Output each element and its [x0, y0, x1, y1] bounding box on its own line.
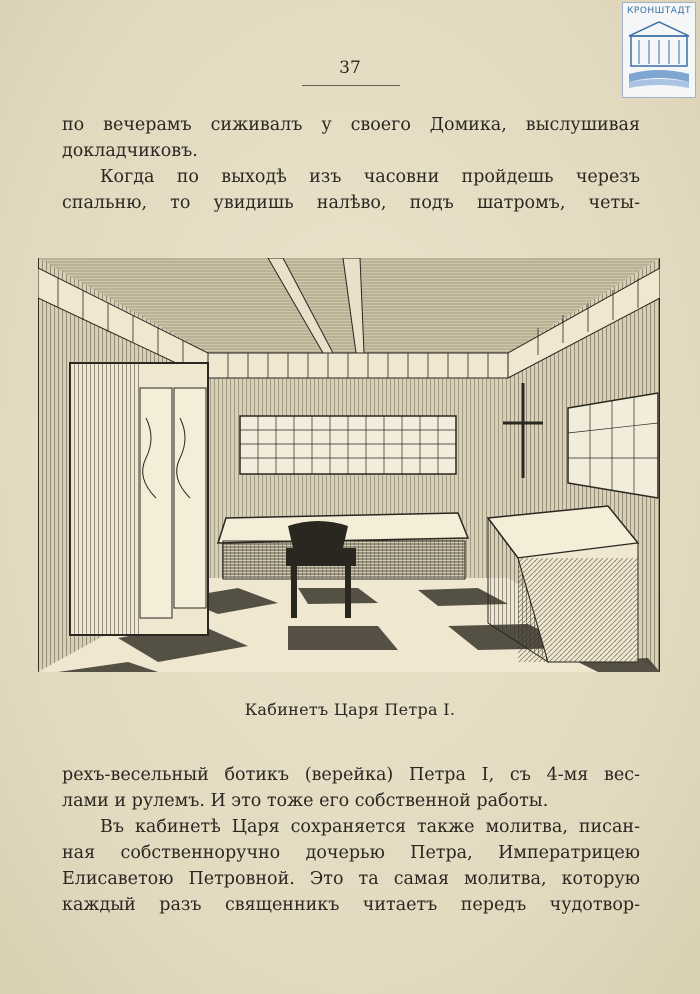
text-line: Елисаветою Петровной. Это та самая молитва, которую [62, 869, 640, 889]
building-logo-icon [623, 16, 695, 94]
page-number: 37 [339, 58, 361, 78]
text-line: Въ кабинетѣ Царя сохраняется также молитва, писан- [100, 817, 640, 837]
text-line: ная собственноручно дочерью Петра, Императрицею [62, 843, 640, 863]
watermark-label: КРОНШТАДТ [627, 6, 691, 16]
text-line: Когда по выходѣ изъ часовни пройдешь черезъ [100, 167, 640, 187]
library-watermark [622, 2, 696, 98]
text-line: докладчиковъ. [62, 141, 198, 161]
header-rule [302, 85, 400, 86]
figure-caption: Кабинетъ Царя Петра I. [244, 700, 456, 719]
text-line: рехъ-весельный ботикъ (верейка) Петра I, съ 4-мя вес- [62, 765, 640, 785]
top-paragraph [62, 112, 640, 216]
text-line: по вечерамъ сиживалъ у своего Домика, выслушивая [62, 115, 640, 135]
text-line: спальню, то увидишь налѣво, подъ шатромъ, четы- [62, 193, 640, 213]
engraving-illustration [38, 258, 660, 672]
bottom-paragraph [62, 762, 640, 918]
text-line: лами и рулемъ. И это тоже его собственной работы. [62, 791, 549, 811]
text-line: каждый разъ священникъ читаетъ передъ чудотвор- [62, 895, 640, 915]
